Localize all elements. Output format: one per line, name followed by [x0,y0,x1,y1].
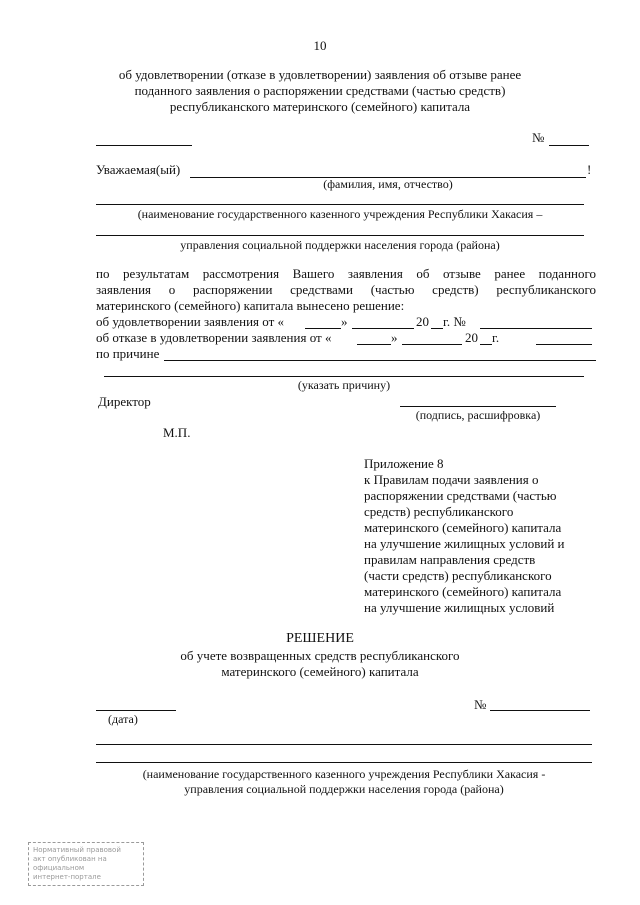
appendix-line-9: материнского (семейного) капитала [364,584,562,599]
refuse-year-prefix: 20 [465,330,478,345]
body-paragraph-line-2: заявления о распоряжении средствами (частью средств) республиканского [96,282,596,297]
greeting-hint: (фамилия, имя, отчество) [323,177,453,191]
decision-date-hint: (дата) [108,712,138,726]
refuse-year-suffix: г. [492,330,500,345]
greeting-exclaim: ! [587,162,592,177]
seal-label: М.П. [163,425,191,440]
approve-year-line [431,328,443,329]
page-number: 10 [313,38,327,53]
number-line-top [549,145,589,146]
director-label: Директор [98,394,151,409]
reason-line-2 [104,376,584,377]
approve-year-prefix: 20 [416,314,429,329]
institution-line-1 [96,204,584,205]
refuse-day-line [357,344,391,345]
approve-number-line [480,328,592,329]
institution-line-2 [96,235,584,236]
refuse-year-line [480,344,492,345]
appendix-line-6: на улучшение жилищных условий и [364,536,565,551]
reason-line-1 [164,360,596,361]
appendix-line-5: материнского (семейного) капитала [364,520,562,535]
stamp-line-1: Нормативный правовой [33,846,121,854]
refuse-text: об отказе в удовлетворении заявления от « [96,330,332,345]
body-paragraph-line-1: по результатам рассмотрения Вашего заявления об отзыве ранее поданного [96,266,596,281]
refuse-extra-line [536,344,592,345]
institution-bottom-text-2: управления социальной поддержки населения города (района) [184,782,504,796]
refuse-close-quote: » [391,330,398,345]
decision-subtitle-1: об учете возвращенных средств республиканского [180,648,460,663]
institution-bottom-line-1 [96,744,592,745]
institution-top-line-2: управления социальной поддержки населения города (района) [180,238,500,252]
signature-line [400,406,556,407]
appendix-line-10: на улучшение жилищных условий [364,600,555,615]
institution-bottom-text-1: (наименование государственного казенного учреждения Республики Хакасия - [142,767,546,781]
signature-hint: (подпись, расшифровка) [415,408,541,422]
appendix-line-3: распоряжении средствами (частью [364,488,557,503]
decision-title: РЕШЕНИЕ [286,631,354,646]
reason-hint: (указать причину) [297,378,391,392]
body-paragraph-line-3: материнского (семейного) капитала вынесено решение: [96,298,405,313]
header-line-1: об удовлетворении (отказе в удовлетворении) заявления об отзыве ранее [118,67,522,82]
refuse-month-line [402,344,462,345]
institution-bottom-line-2 [96,762,592,763]
stamp-line-2: акт опубликован на официальном [33,855,107,872]
stamp-line-3: интернет-портале [33,873,101,881]
decision-number-sign: № [474,697,487,712]
number-sign-top: № [532,130,545,145]
header-line-3: республиканского материнского (семейного) капитала [169,99,471,114]
appendix-line-4: средств) республиканского [364,504,514,519]
approve-text: об удовлетворении заявления от « [96,314,285,329]
approve-month-line [352,328,414,329]
publication-stamp [28,842,144,886]
decision-subtitle-2: материнского (семейного) капитала [221,664,419,679]
header-line-2: поданного заявления о распоряжении средствами (частью средств) [134,83,506,98]
date-line-top [96,145,192,146]
appendix-line-2: к Правилам подачи заявления о [364,472,539,487]
institution-top-line-1: (наименование государственного казенного учреждения Республики Хакасия – [137,207,543,221]
approve-day-line [305,328,341,329]
decision-date-line [96,710,176,711]
approve-close-quote: » [341,314,348,329]
decision-number-line [490,710,590,711]
greeting-label: Уважаемая(ый) [96,162,181,177]
appendix-line-8: (части средств) республиканского [364,568,552,583]
approve-number-label: г. № [443,314,466,329]
appendix-line-1: Приложение 8 [364,456,444,471]
appendix-line-7: правилам направления средств [364,552,536,567]
reason-label: по причине [96,346,160,361]
